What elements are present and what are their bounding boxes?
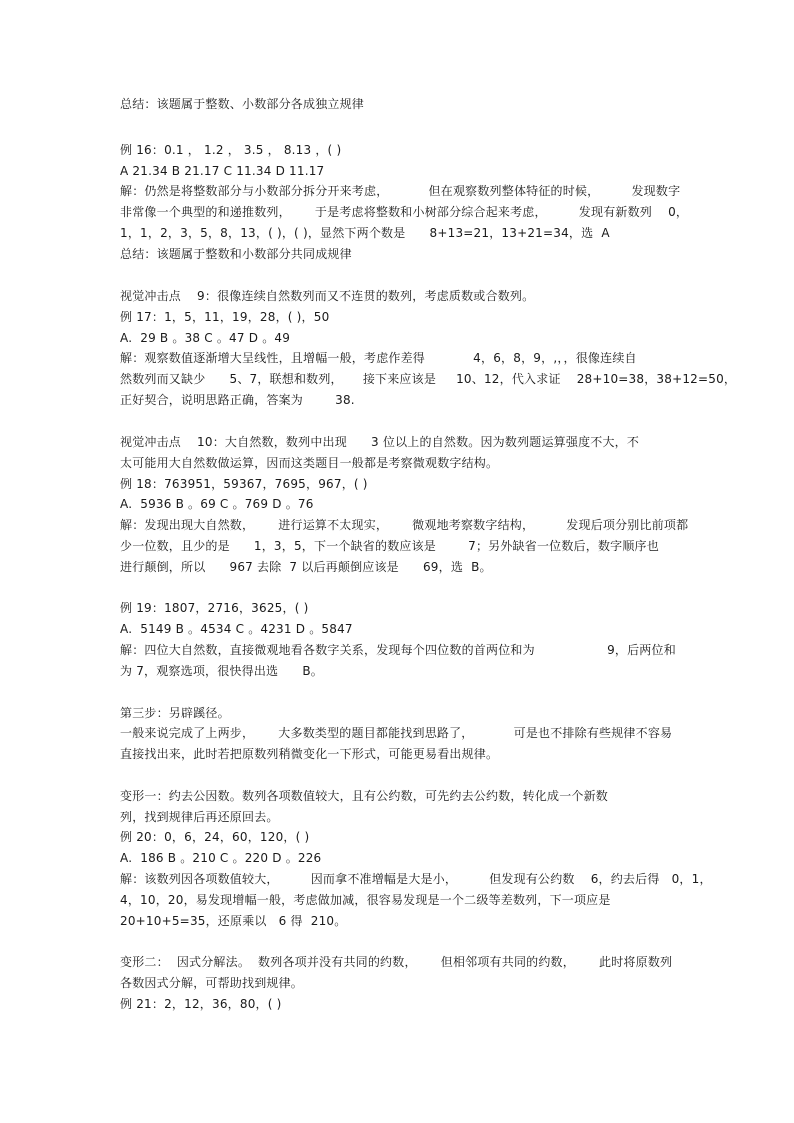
example-20-solution-line: 4，10，20，易发现增幅一般，考虑做加减，很容易发现是一个二级等差数列，下一项应是	[120, 893, 611, 907]
step-three-text: 一般来说完成了上两步， 大多数类型的题目都能找到思路了， 可是也不排除有些规律不容易	[120, 726, 673, 740]
example-20-options: A. 186 B 。210 C 。220 D 。226	[120, 851, 322, 865]
transform-one-heading: 变形一：约去公因数。数列各项数值较大，且有公约数，可先约去公约数，转化成一个新数	[120, 789, 609, 803]
example-17-solution-line: 然数列而又缺少 5、7，联想和数列， 接下来应该是 10、12，代入求证 28+10=38，38+12=50，	[120, 372, 737, 386]
example-16-solution-line: 非常像一个典型的和递推数列， 于是考虑将整数和小树部分综合起来考虑， 发现有新数列 0，	[120, 205, 689, 219]
example-20-solution-line: 20+10+5=35，还原乘以 6 得 210。	[120, 914, 347, 928]
transform-two-heading: 变形二： 因式分解法。 数列各项并没有共同的约数， 但相邻项有共同的约数， 此时将原数列	[120, 955, 673, 969]
example-17-solution-line: 解：观察数值逐渐增大呈线性，且增幅一般，考虑作差得 4，6，8，9，,，，很像连续自	[120, 351, 637, 365]
example-16-solution-line: 1，1，2，3，5，8，13，( )，( )，显然下两个数是 8+13=21，13+21=34，选 A	[120, 226, 610, 240]
transform-one-text: 列，找到规律后再还原回去。	[120, 810, 279, 824]
example-16-options: A 21.34 B 21.17 C 11.34 D 11.17	[120, 164, 325, 178]
example-19-title: 例 19：1807，2716，3625，( )	[120, 601, 309, 615]
section-heading-10-cont: 太可能用大自然数做运算，因而这类题目一般都是考察微观数字结构。	[120, 456, 499, 470]
summary-line: 总结：该题属于整数和小数部分共同成规律	[120, 247, 352, 261]
example-16-solution-line: 解：仍然是将整数部分与小数部分拆分开来考虑， 但在观察数列整体特征的时候， 发现数字	[120, 184, 681, 198]
example-18-solution-line: 进行颠倒，所以 967 去除 7 以后再颠倒应该是 69，选 B。	[120, 560, 492, 574]
example-19-solution-line: 解：四位大自然数，直接微观地看各数字关系，发现每个四位数的首两位和为 9，后两位和	[120, 643, 676, 657]
section-heading-10: 视觉冲击点 10：大自然数，数列中出现 3 位以上的自然数。因为数列题运算强度不大，不	[120, 435, 640, 449]
transform-two-text: 各数因式分解，可帮助找到规律。	[120, 976, 304, 990]
example-21-title: 例 21：2，12，36，80，( )	[120, 997, 282, 1011]
summary-line: 总结：该题属于整数、小数部分各成独立规律	[120, 97, 365, 111]
example-18-title: 例 18：763951，59367，7695，967，( )	[120, 477, 368, 491]
example-17-solution-line: 正好契合，说明思路正确，答案为 38.	[120, 393, 355, 407]
example-20-title: 例 20：0，6，24，60，120，( )	[120, 830, 310, 844]
example-18-options: A. 5936 B 。69 C 。769 D 。76	[120, 497, 314, 511]
section-heading-9: 视觉冲击点 9：很像连续自然数列而又不连贯的数列，考虑质数或合数列。	[120, 289, 535, 303]
example-18-solution-line: 少一位数，且少的是 1，3，5，下一个缺省的数应该是 7；另外缺省一位数后，数字顺序也	[120, 539, 659, 553]
example-19-solution-line: 为 7，观察选项，很快得出选 B。	[120, 664, 323, 678]
example-20-solution-line: 解：该数列因各项数值较大， 因而拿不准增幅是大是小， 但发现有公约数 6，约去后得 0，1，	[120, 872, 712, 886]
step-three-text: 直接找出来，此时若把原数列稍微变化一下形式，可能更易看出规律。	[120, 747, 499, 761]
step-three-heading: 第三步：另辟蹊径。	[120, 706, 230, 720]
example-17-title: 例 17：1，5，11，19，28，( )，50	[120, 310, 330, 324]
example-16-title: 例 16：0.1 ， 1.2 ， 3.5 ， 8.13 ，( )	[120, 143, 342, 157]
example-18-solution-line: 解：发现出现大自然数， 进行运算不太现实， 微观地考察数字结构， 发现后项分别比前项都	[120, 518, 689, 532]
example-19-options: A. 5149 B 。4534 C 。4231 D 。5847	[120, 622, 353, 636]
example-17-options: A. 29 B 。38 C 。47 D 。49	[120, 331, 291, 345]
